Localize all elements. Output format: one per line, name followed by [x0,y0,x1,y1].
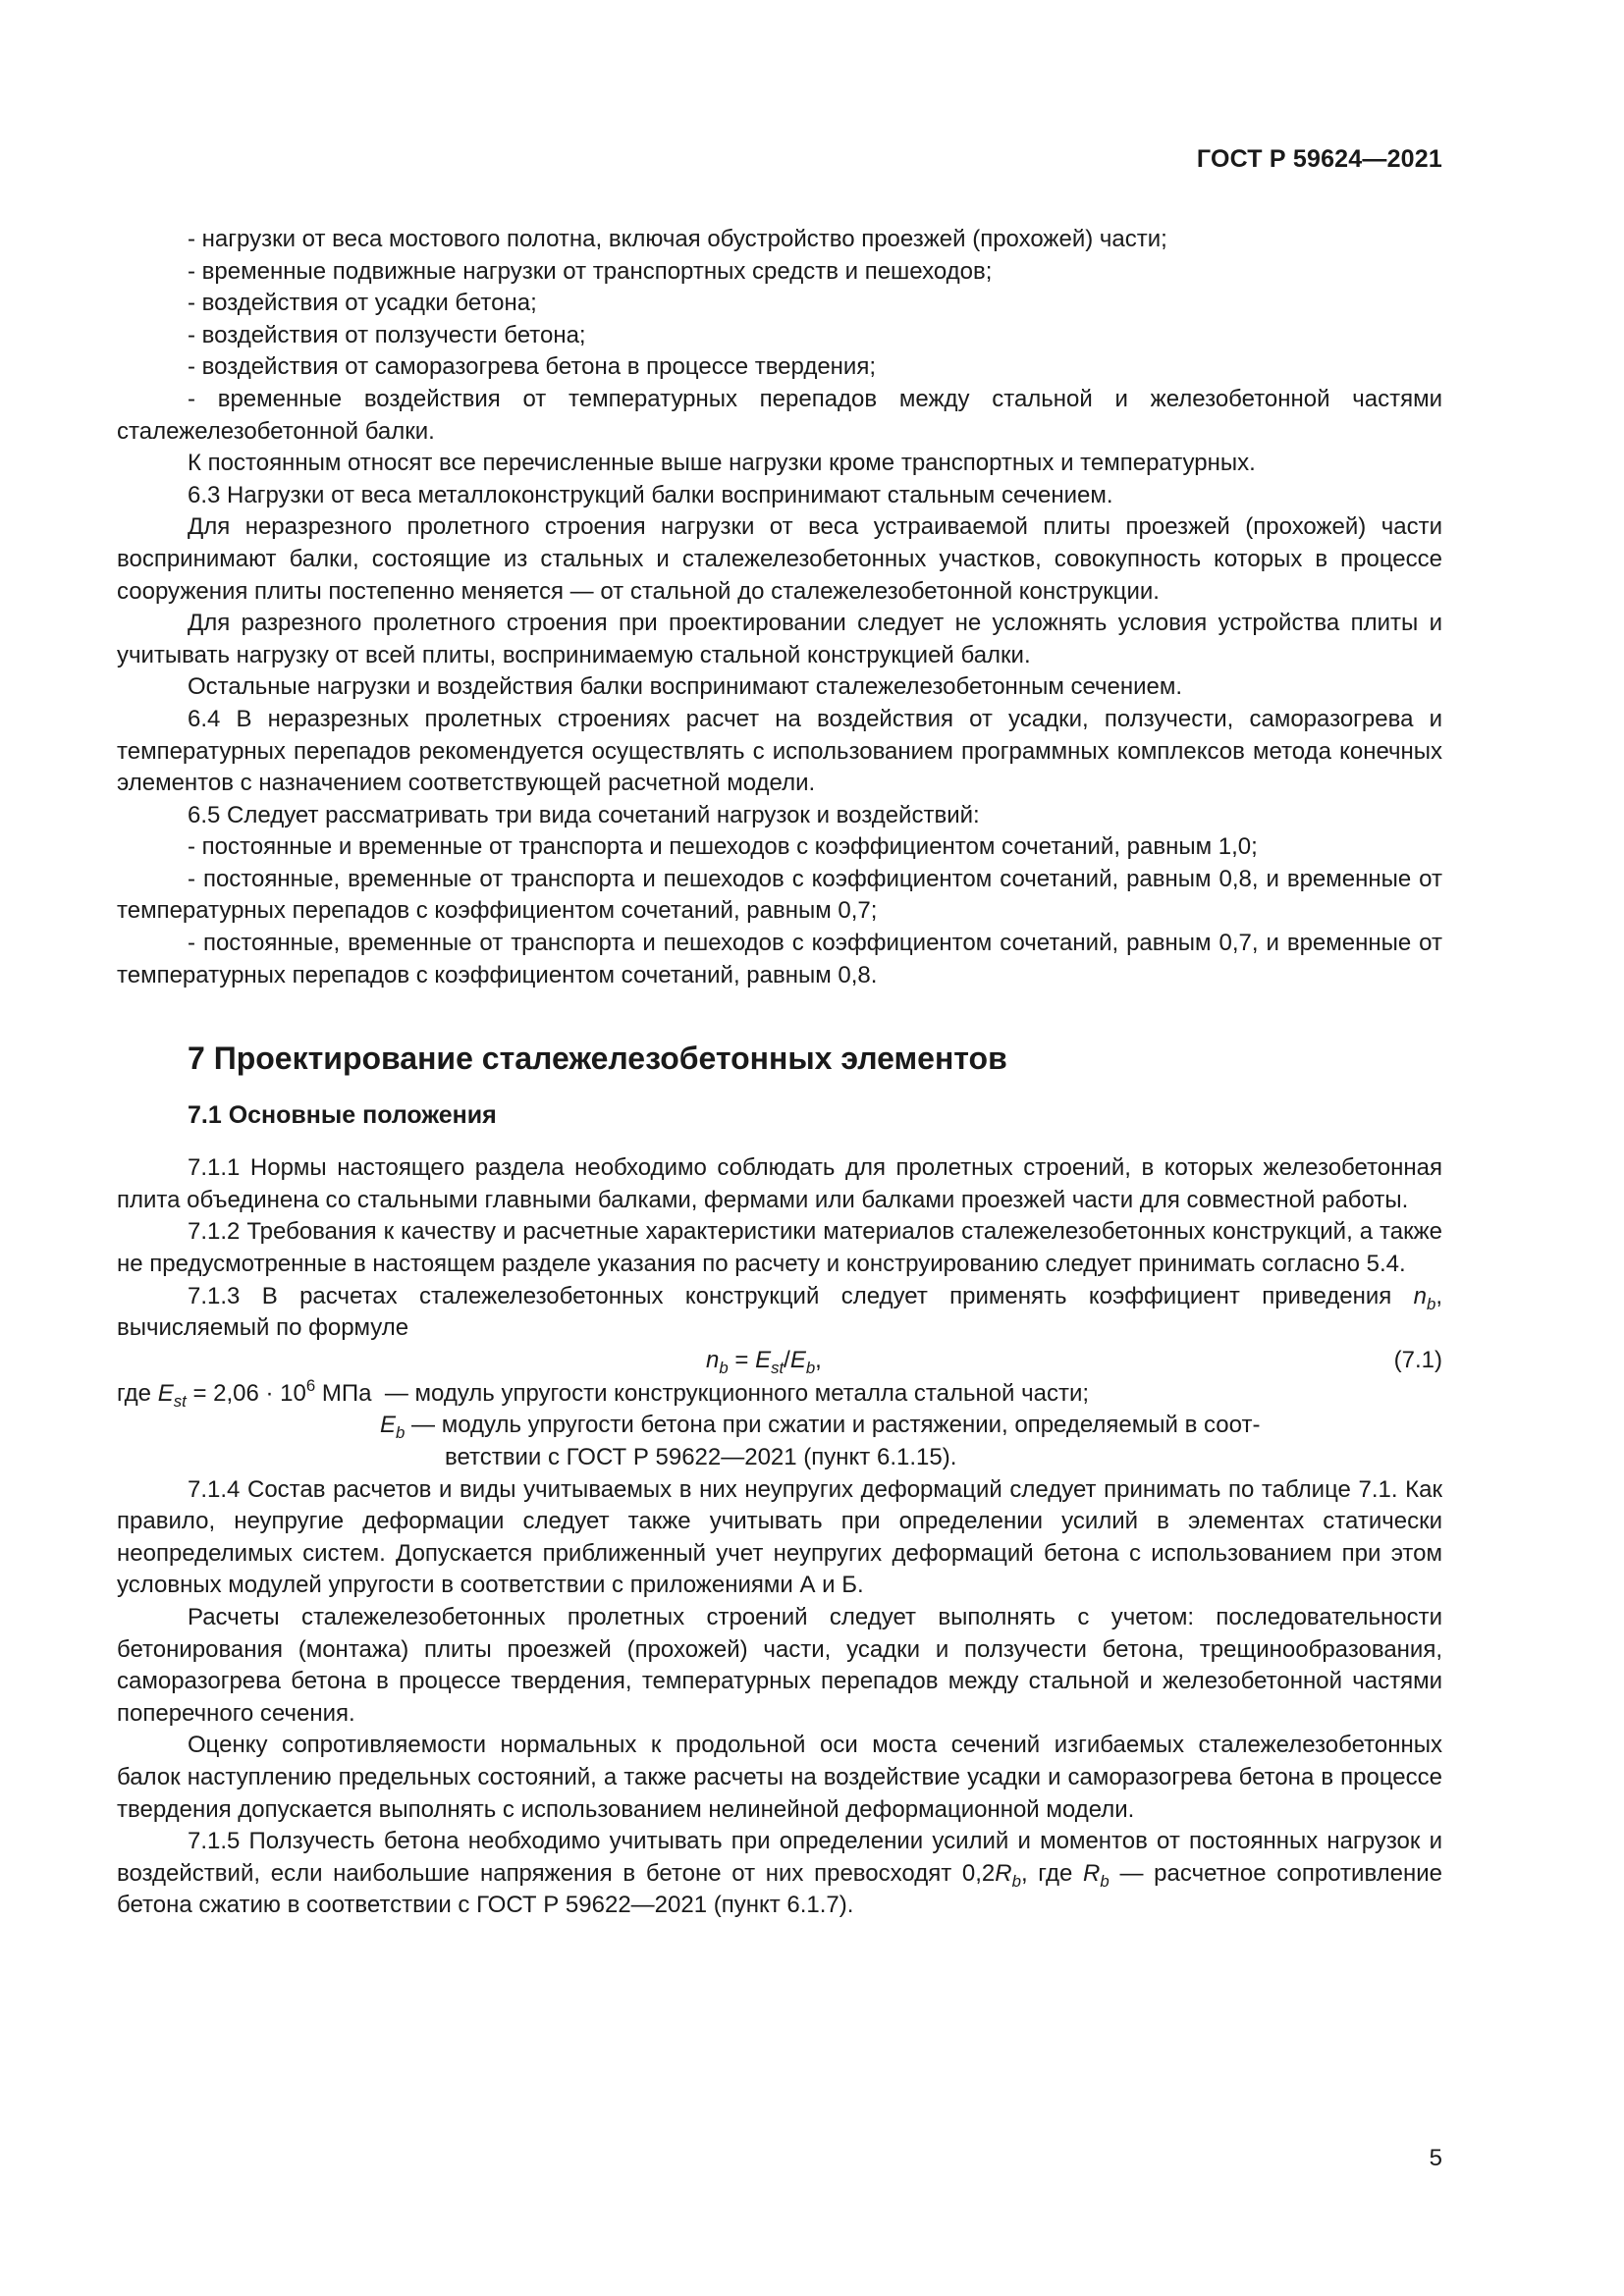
subsection-7-1-heading: 7.1 Основные положения [188,1101,497,1130]
paragraph-7-1-5-where: , где [1020,1859,1073,1887]
legend-est: где $E_{st} = 2,06 \cdot 10^6$ МПа — модуль упругости конструкционного металла стальной части; [117,1375,1090,1411]
paragraph-calculations: Расчеты сталежелезобетонных пролетных строений следует выполнять с учетом: последовательности бетонирования (монтажа) плиты проезжей (прохожей) части, усадки и ползучести бетона, трещинообразования, саморазогрева бетона в процессе твердения, температурных перепадов между стальной и железобетонной частями поперечного сечения. [117,1603,1442,1727]
combination-item: - постоянные, временные от транспорта и пешеходов с коэффициентом сочетаний, равным 0,8, и временные от температурных перепадов с коэффициентом сочетаний, равным 0,7; [117,865,1442,925]
section-7-heading: 7 Проектирование сталежелезобетонных элементов [188,1041,1007,1077]
paragraph-7-1-5-text: 7.1.5 Ползучесть бетона необходимо учитывать при определении усилий и моментов от постоянных нагрузок и воздействий, если наибольшие напряжения в бетоне от них превосходят 0,2 [117,1828,1442,1887]
list-item: - временные воздействия от температурных перепадов между стальной и железобетонной частями сталежелезобетонной балки. [117,385,1442,445]
paragraph-6-5: 6.5 Следует рассматривать три вида сочетаний нагрузок и воздействий: [188,801,980,828]
formula-number: (7.1) [1393,1346,1442,1373]
list-item: - воздействия от ползучести бетона; [188,321,586,348]
combination-item: - постоянные и временные от транспорта и пешеходов с коэффициентом сочетаний, равным 1,0; [188,833,1258,861]
est-description: — модуль упругости конструкционного металла стальной части; [384,1379,1090,1407]
est-unit: МПа [321,1379,372,1407]
est-exponent: 6 [305,1375,316,1395]
paragraph-7-1-4: 7.1.4 Состав расчетов и виды учитываемых в них неупругих деформаций следует принимать по таблице 7.1. Как правило, неупругие деформации следует также учитывать при определении усилий в элементах статически неопределимых систем. Допускается приближенный учет неупругих деформаций бетона с использованием при этом условных модулей упругости в соответствии с приложениями А и Б. [117,1475,1442,1599]
symbol-rb: $R_b$ [995,1859,1021,1891]
eb-description: — модуль упругости бетона при сжатии и растяжении, определяемый в соот- [411,1412,1261,1439]
paragraph-7-1-5 [117,1826,1442,1922]
est-value: = 2,06 · 10 [192,1379,306,1407]
paragraph-constant-loads: К постоянным относят все перечисленные выше нагрузки кроме транспортных и температурных. [188,450,1256,477]
paragraph-evaluation: Оценку сопротивляемости нормальных к продольной оси моста сечений изгибаемых сталежелезобетонных балок наступлению предельных состояний, а также расчеты на воздействие усадки и саморазогрева бетона в процессе твердения допускается выполнять с использованием нелинейной деформационной модели. [117,1732,1442,1823]
eb-description-continued: ветствии с ГОСТ Р 59622—2021 (пункт 6.1.15). [445,1444,957,1470]
formula-expression: $n_b = E_{st}/E_b$, [706,1346,822,1377]
paragraph-7-1-1: 7.1.1 Нормы настоящего раздела необходимо соблюдать для пролетных строений, в которых железобетонная плита объединена со стальными главными балками, фермами или балками проезжей части для совместной работы. [117,1154,1442,1213]
paragraph-6-4: 6.4 В неразрезных пролетных строениях расчет на воздействия от усадки, ползучести, саморазогрева и температурных перепадов рекомендуется осуществлять с использованием программных комплексов метода конечных элементов с назначением соответствующей расчетной модели. [117,705,1442,797]
paragraph-7-1-2: 7.1.2 Требования к качеству и расчетные характеристики материалов сталежелезобетонных конструкций, а также не предусмотренные в настоящем разделе указания по расчету и конструированию следует принимать согласно 5.4. [117,1218,1442,1278]
paragraph-7-1-3 [117,1281,1442,1345]
list-item: - временные подвижные нагрузки от транспортных средств и пешеходов; [188,257,993,285]
paragraph-simple-span: Для разрезного пролетного строения при проектировании следует не усложнять условия устройства плиты и учитывать нагрузку от всей плиты, воспринимаемую стальной конструкцией балки. [117,610,1442,668]
paragraph-continuous-span: Для неразрезного пролетного строения нагрузки от веса устраиваемой плиты проезжей (прохожей) части воспринимают балки, состоящие из стальных и сталежелезобетонных участков, совокупность которых в процессе сооружения плиты постепенно меняется — от стальной до сталежелезобетонной конструкции. [117,513,1442,605]
paragraph-7-1-5-tail: — расчетное сопротивление бетона сжатию в соответствии с ГОСТ Р 59622—2021 (пункт 6.1.7). [117,1859,1442,1919]
paragraph-6-3: 6.3 Нагрузки от веса металлоконструкций балки воспринимают стальным сечением. [188,481,1113,508]
page-content [117,224,1442,1922]
symbol-rb-def: $R_b$ [1083,1859,1110,1891]
list-item: - нагрузки от веса мостового полотна, включая обустройство проезжей (прохожей) части; [188,226,1167,252]
standard-header: ГОСТ Р 59624—2021 [1196,145,1442,173]
symbol-nb: $n_b$ [1413,1282,1436,1313]
paragraph-other-loads: Остальные нагрузки и воздействия балки воспринимают сталежелезобетонным сечением. [188,673,1183,701]
where-word: где [117,1379,152,1407]
paragraph-7-1-3-tail: , вычисляемый по формуле [117,1282,1443,1342]
formula-7-1 [117,1345,1442,1378]
list-item: - воздействия от усадки бетона; [188,290,537,317]
paragraph-7-1-3-text: 7.1.3 В расчетах сталежелезобетонных конструкций следует применять коэффициент приведения [188,1282,1392,1309]
list-item: - воздействия от саморазогрева бетона в процессе твердения; [188,353,877,381]
combination-item: - постоянные, временные от транспорта и пешеходов с коэффициентом сочетаний, равным 0,7, и временные от температурных перепадов с коэффициентом сочетаний, равным 0,8. [117,930,1442,988]
legend-eb: $E_b$ — модуль упругости бетона при сжатии и растяжении, определяемый в соот- ветствии с ГОСТ Р 59622—2021 (пункт 6.1.15). [117,1410,1442,1473]
formula-legend [117,1375,1442,1474]
page-number: 5 [1429,2145,1442,2171]
